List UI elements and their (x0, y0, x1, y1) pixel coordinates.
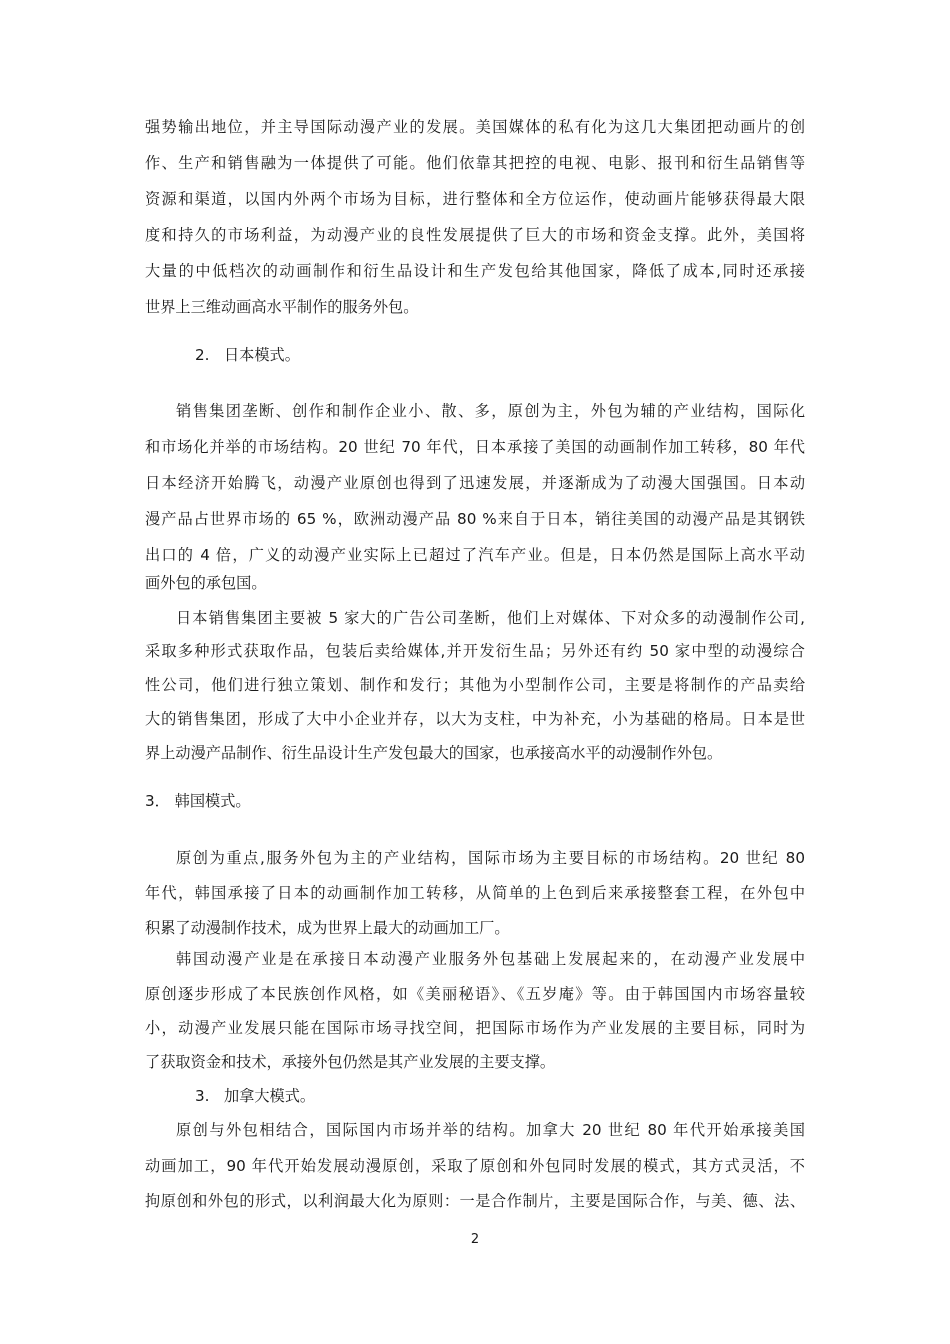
body-line: 度和持久的市场利益，为动漫产业的良性发展提供了巨大的市场和资金支撑。此外，美国将 (145, 226, 805, 244)
body-line: 原创逐步形成了本民族创作风格，如《美丽秘语》、《五岁庵》等。由于韩国国内市场容量较 (145, 985, 805, 1003)
body-line: 强势输出地位，并主导国际动漫产业的发展。美国媒体的私有化为这几大集团把动画片的创 (145, 118, 805, 136)
body-line: 采取多种形式获取作品，包装后卖给媒体,并开发衍生品；另外还有约 50 家中型的动漫综合 (145, 642, 805, 660)
body-line: 资源和渠道，以国内外两个市场为目标，进行整体和全方位运作，使动画片能够获得最大限 (145, 190, 805, 208)
body-line: 了获取资金和技术，承接外包仍然是其产业发展的主要支撑。 (145, 1053, 556, 1071)
body-line: 销售集团垄断、创作和制作企业小、散、多，原创为主，外包为辅的产业结构，国际化 (176, 402, 805, 420)
body-line: 拘原创和外包的形式，以利润最大化为原则：一是合作制片，主要是国际合作，与美、德、法、 (145, 1192, 805, 1210)
body-line: 漫产品占世界市场的 65 %，欧洲动漫产品 80 %来自于日本，销往美国的动漫产品是其钢铁 (145, 510, 805, 528)
body-line: 和市场化并举的市场结构。20 世纪 70 年代，日本承接了美国的动画制作加工转移，80 年代 (145, 438, 805, 456)
body-line: 日本经济开始腾飞，动漫产业原创也得到了迅速发展，并逐渐成为了动漫大国强国。日本动 (145, 474, 805, 492)
body-line: 积累了动漫制作技术，成为世界上最大的动画加工厂。 (145, 919, 510, 937)
body-line: 原创为重点,服务外包为主的产业结构，国际市场为主要目标的市场结构。20 世纪 80 (176, 849, 805, 867)
section-heading-canada: 3. 加拿大模式。 (195, 1087, 316, 1105)
body-line: 作、生产和销售融为一体提供了可能。他们依靠其把控的电视、电影、报刊和衍生品销售等 (145, 154, 805, 172)
body-line: 大的销售集团，形成了大中小企业并存，以大为支柱，中为补充，小为基础的格局。日本是世 (145, 710, 805, 728)
section-heading-korea: 3． 韩国模式。 (145, 792, 251, 810)
body-line: 世界上三维动画高水平制作的服务外包。 (145, 298, 419, 316)
page-number: 2 (470, 1232, 480, 1247)
section-heading-japan: 2. 日本模式。 (195, 346, 300, 364)
body-line: 大量的中低档次的动画制作和衍生品设计和生产发包给其他国家，降低了成本,同时还承接 (145, 262, 805, 280)
body-line: 动画加工，90 年代开始发展动漫原创，采取了原创和外包同时发展的模式，其方式灵活，不 (145, 1157, 805, 1175)
body-line: 画外包的承包国。 (145, 574, 267, 592)
body-line: 性公司，他们进行独立策划、制作和发行；其他为小型制作公司，主要是将制作的产品卖给 (145, 676, 805, 694)
body-line: 韩国动漫产业是在承接日本动漫产业服务外包基础上发展起来的，在动漫产业发展中 (176, 950, 805, 968)
body-line: 界上动漫产品制作、衍生品设计生产发包最大的国家，也承接高水平的动漫制作外包。 (145, 744, 723, 762)
body-line: 原创与外包相结合，国际国内市场并举的结构。加拿大 20 世纪 80 年代开始承接美国 (176, 1121, 805, 1139)
body-line: 出口的 4 倍，广义的动漫产业实际上已超过了汽车产业。但是，日本仍然是国际上高水平动 (145, 546, 805, 564)
body-line: 小，动漫产业发展只能在国际市场寻找空间，把国际市场作为产业发展的主要目标，同时为 (145, 1019, 805, 1037)
body-line: 年代，韩国承接了日本的动画制作加工转移，从简单的上色到后来承接整套工程，在外包中 (145, 884, 805, 902)
body-line: 日本销售集团主要被 5 家大的广告公司垄断，他们上对媒体、下对众多的动漫制作公司, (176, 609, 805, 627)
